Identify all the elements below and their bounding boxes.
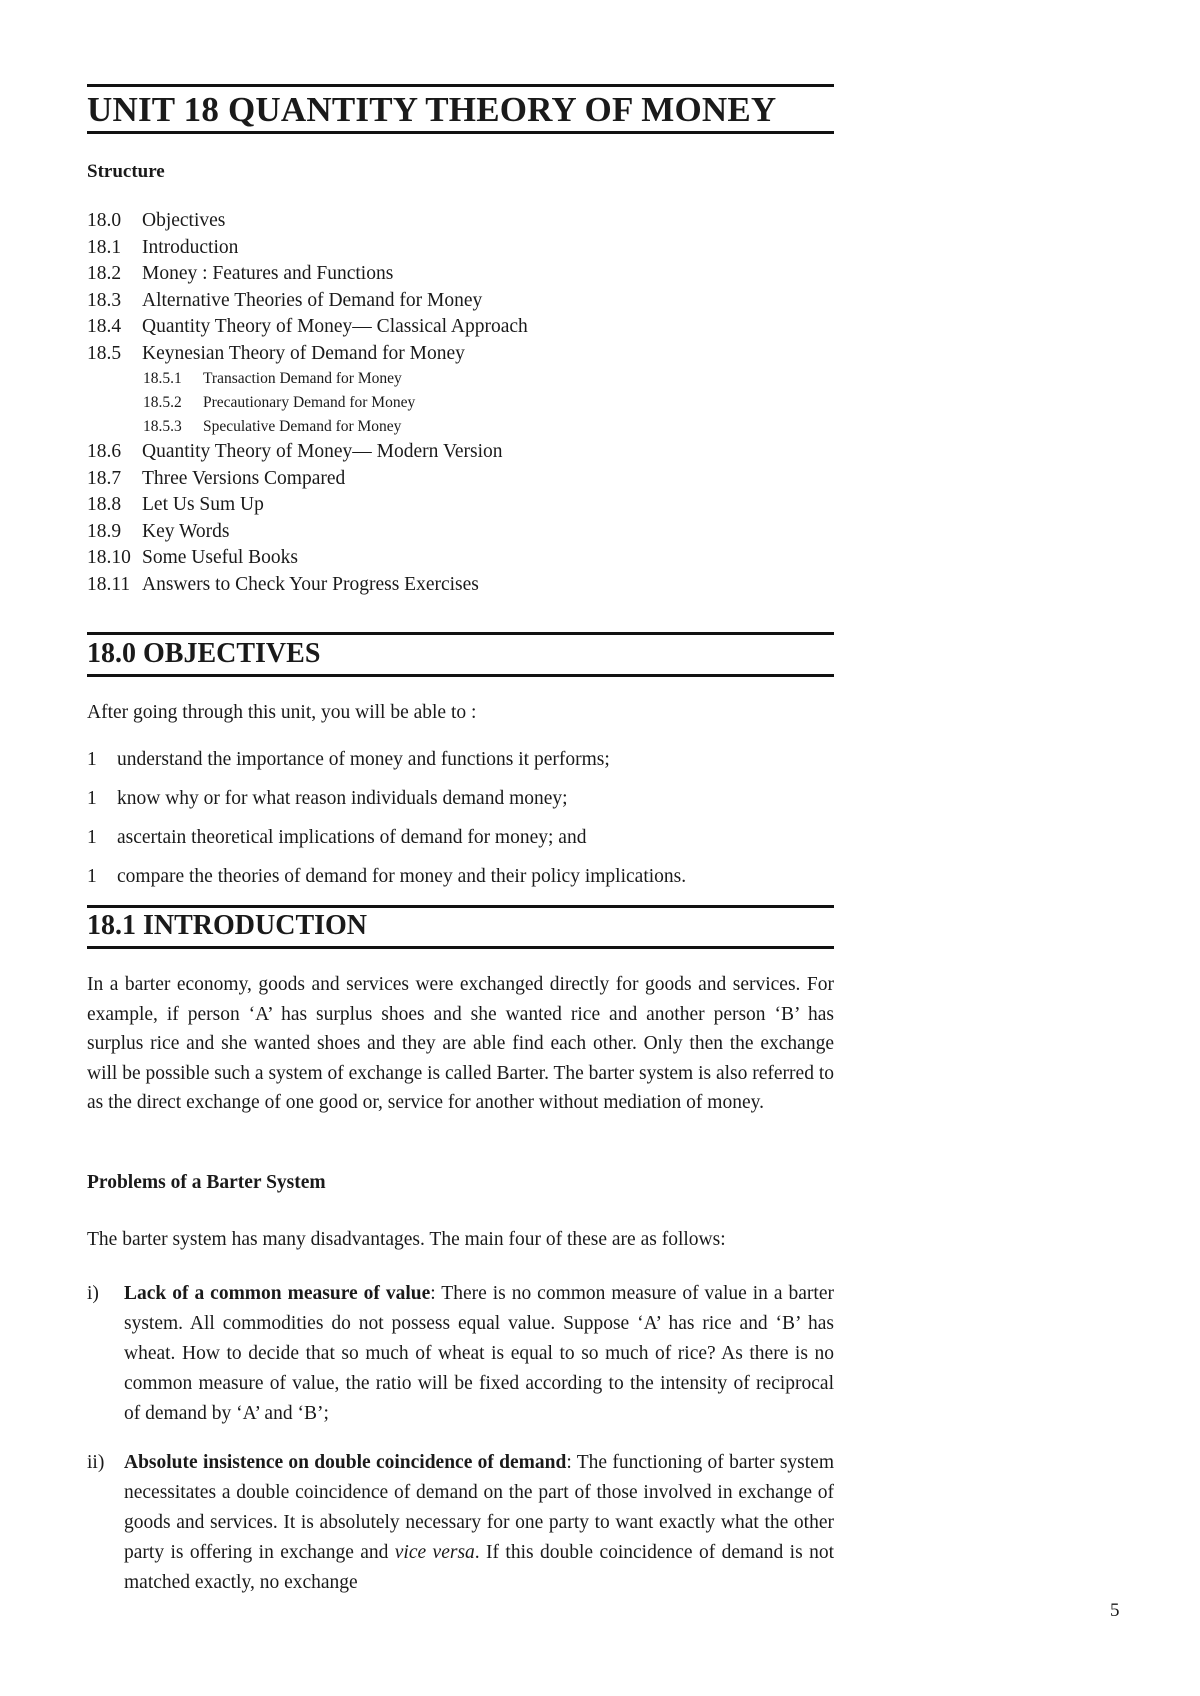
unit-title: UNIT 18 QUANTITY THEORY OF MONEY	[87, 90, 777, 129]
objective-bullet: 1 know why or for what reason individuals demand money;	[87, 788, 568, 809]
toc-item: 18.2 Money : Features and Functions	[87, 263, 394, 284]
bullet-mark: 1	[87, 827, 97, 848]
item-text: . If this double coincidence of demand is not matched exactly, no exchange	[124, 1542, 834, 1593]
toc-subitem: 18.5.3 Speculative Demand for Money	[143, 418, 402, 435]
toc-item: 18.6 Quantity Theory of Money— Modern Version	[87, 441, 503, 462]
toc-item: 18.5 Keynesian Theory of Demand for Money	[87, 342, 465, 364]
toc-item: 18.1 Introduction	[87, 236, 239, 258]
toc-subitem: 18.5.2 Precautionary Demand for Money	[143, 394, 416, 411]
objective-bullet: 1 understand the importance of money and functions it performs;	[87, 749, 610, 770]
item-text: : There is no common measure of value in a barter system. All commodities do not possess equal value. Suppose ‘A’ has rice and ‘B’ has wheat. How to decide that so much of wheat is equal to so much of rice? As there is no common measure of value, the ratio will be fixed according to the intensity of reciprocal of demand by ‘A’ and ‘B’;	[124, 1283, 834, 1424]
toc-item: 18.10 Some Useful Books	[87, 547, 298, 568]
objectives-top-rule	[87, 632, 834, 635]
table-of-contents	[87, 208, 528, 598]
introduction-bottom-rule	[87, 946, 834, 949]
bullet-mark: 1	[87, 866, 97, 887]
problems-heading: Problems of a Barter System	[87, 1172, 326, 1193]
item-term: Lack of a common measure of value	[124, 1283, 431, 1304]
item-label: i)	[87, 1283, 99, 1304]
introduction-top-rule	[87, 905, 834, 908]
problems-intro: The barter system has many disadvantages. The main four of these are as follows:	[87, 1229, 726, 1250]
introduction-paragraph: In a barter economy, goods and services were exchanged directly for goods and services. For example, if person ‘A’ has surplus shoes and she wanted rice and another person ‘B’ has surplus rice and she wanted shoes and they are able find each other. Only then the exchange will be possible such a system of exchange is called Barter. The barter system is also referred to as the direct exchange of one good or, service for another without mediation of money.	[87, 974, 834, 1113]
toc-subitem: 18.5.1 Transaction Demand for Money	[143, 370, 402, 387]
introduction-heading: 18.1 INTRODUCTION	[87, 910, 368, 941]
bullet-mark: 1	[87, 788, 97, 809]
problem-item	[87, 1448, 834, 1598]
toc-item: 18.3 Alternative Theories of Demand for Money	[87, 289, 483, 311]
bullet-mark: 1	[87, 749, 97, 770]
title-top-rule	[87, 84, 834, 87]
title-bottom-rule	[87, 131, 834, 134]
problem-item	[87, 1279, 834, 1429]
item-italic: vice versa	[394, 1542, 475, 1563]
toc-item: 18.8 Let Us Sum Up	[87, 494, 264, 515]
toc-item: 18.4 Quantity Theory of Money— Classical Approach	[87, 316, 528, 337]
toc-item: 18.0 Objectives	[87, 210, 226, 231]
objectives-heading: 18.0 OBJECTIVES	[87, 638, 321, 669]
objective-bullet: 1 compare the theories of demand for money and their policy implications.	[87, 866, 687, 887]
objectives-intro: After going through this unit, you will be able to :	[87, 702, 477, 723]
item-label: ii)	[87, 1452, 105, 1473]
item-term: Absolute insistence on double coincidence of demand	[124, 1452, 567, 1473]
page-number: 5	[1110, 1600, 1120, 1621]
objective-bullet: 1 ascertain theoretical implications of demand for money; and	[87, 827, 587, 848]
toc-item: 18.7 Three Versions Compared	[87, 467, 346, 489]
toc-item: 18.9 Key Words	[87, 520, 230, 542]
toc-item: 18.11 Answers to Check Your Progress Exercises	[87, 573, 479, 595]
objectives-bottom-rule	[87, 674, 834, 677]
structure-label: Structure	[87, 161, 165, 182]
item-text: : The functioning of barter system necessitates a double coincidence of demand on the part of those involved in exchange of goods and services. It is absolutely necessary for one party to want exactly what the other party is offering in exchange and	[124, 1452, 834, 1563]
